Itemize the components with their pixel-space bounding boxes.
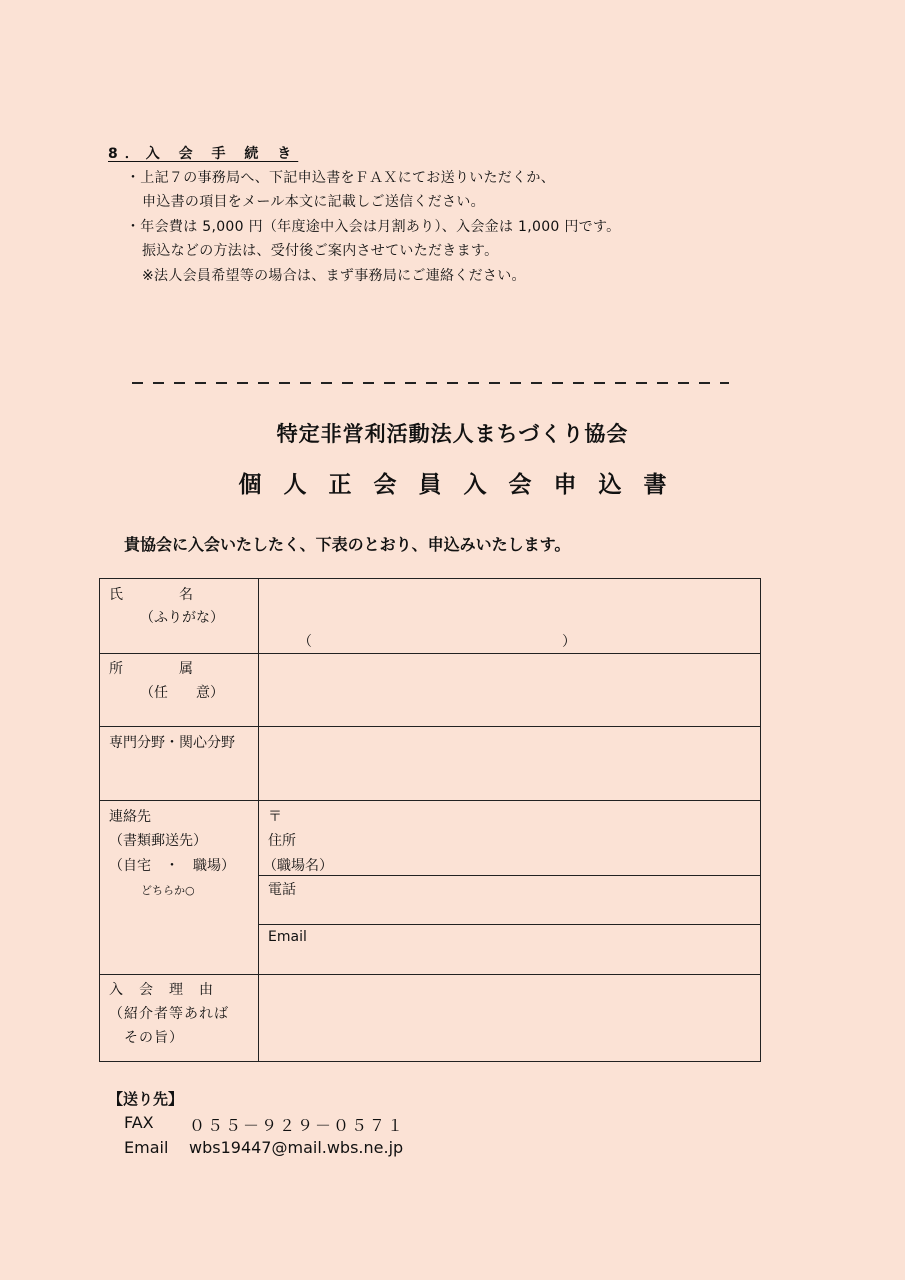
email-label: Email (268, 929, 307, 945)
section-heading: 8．入 会 手 続 き (108, 146, 299, 162)
name-field[interactable] (260, 580, 759, 652)
procedure-line-2: 申込書の項目をメール本文に記載しご送信ください。 (142, 194, 485, 210)
workplace-name-label: （職場名） (263, 858, 333, 874)
contact-mailing-label: （書類郵送先） (109, 833, 207, 849)
name-label: 氏 名 (109, 587, 193, 603)
reason-referral-label: （紹介者等あれば (109, 1006, 229, 1022)
contact-label: 連絡先 (109, 809, 151, 825)
procedure-line-1: ・上記７の事務局へ、下記申込書をＦＡＸにてお送りいただくか、 (126, 170, 555, 186)
expertise-label: 専門分野・関心分野 (109, 735, 235, 751)
address-label: 住所 (268, 833, 296, 849)
reason-referral-label-2: その旨） (124, 1030, 184, 1046)
email-address[interactable]: wbs19447@mail.wbs.ne.jp (189, 1138, 404, 1157)
procedure-line-3: ・年会費は 5,000 円（年度途中入会は月割あり）、入会金は 1,000 円です。 (126, 219, 621, 235)
furigana-paren-open: （ (298, 634, 312, 650)
reason-field[interactable] (260, 975, 759, 1061)
name-furigana-label: （ふりがな） (140, 610, 224, 626)
column-divider (258, 579, 259, 1061)
affiliation-optional-label: （任 意） (140, 685, 224, 701)
furigana-paren-close: ） (562, 634, 576, 650)
form-title: 個人正会員入会申込書 (238, 472, 689, 498)
address-field[interactable] (285, 801, 759, 874)
expertise-field[interactable] (260, 727, 759, 799)
email-contact-label: Email (124, 1138, 169, 1157)
intro-text: 貴協会に入会いたしたく、下表のとおり、申込みいたします。 (124, 535, 571, 554)
application-table (99, 578, 761, 1062)
phone-label: 電話 (268, 882, 296, 898)
fax-number: ０５５－９２９－０５７１ (189, 1116, 406, 1135)
email-field[interactable] (315, 925, 759, 973)
cut-line (131, 375, 731, 391)
affiliation-field[interactable] (260, 654, 759, 725)
organization-name: 特定非営利活動法人まちづくり協会 (276, 422, 629, 446)
send-to-heading: 【送り先】 (108, 1090, 184, 1108)
fax-label: FAX (124, 1113, 154, 1132)
contact-choose-note: どちらか○ (141, 884, 195, 897)
affiliation-label: 所 属 (109, 661, 193, 677)
procedure-line-4: 振込などの方法は、受付後ご案内させていただきます。 (142, 243, 499, 259)
postal-mark: 〒 (268, 809, 282, 825)
contact-home-work-label: （自宅 ・ 職場） (109, 858, 235, 874)
phone-field[interactable] (310, 876, 759, 923)
reason-label: 入 会 理 由 (109, 982, 214, 998)
procedure-line-5: ※法人会員希望等の場合は、まず事務局にご連絡ください。 (142, 268, 526, 284)
